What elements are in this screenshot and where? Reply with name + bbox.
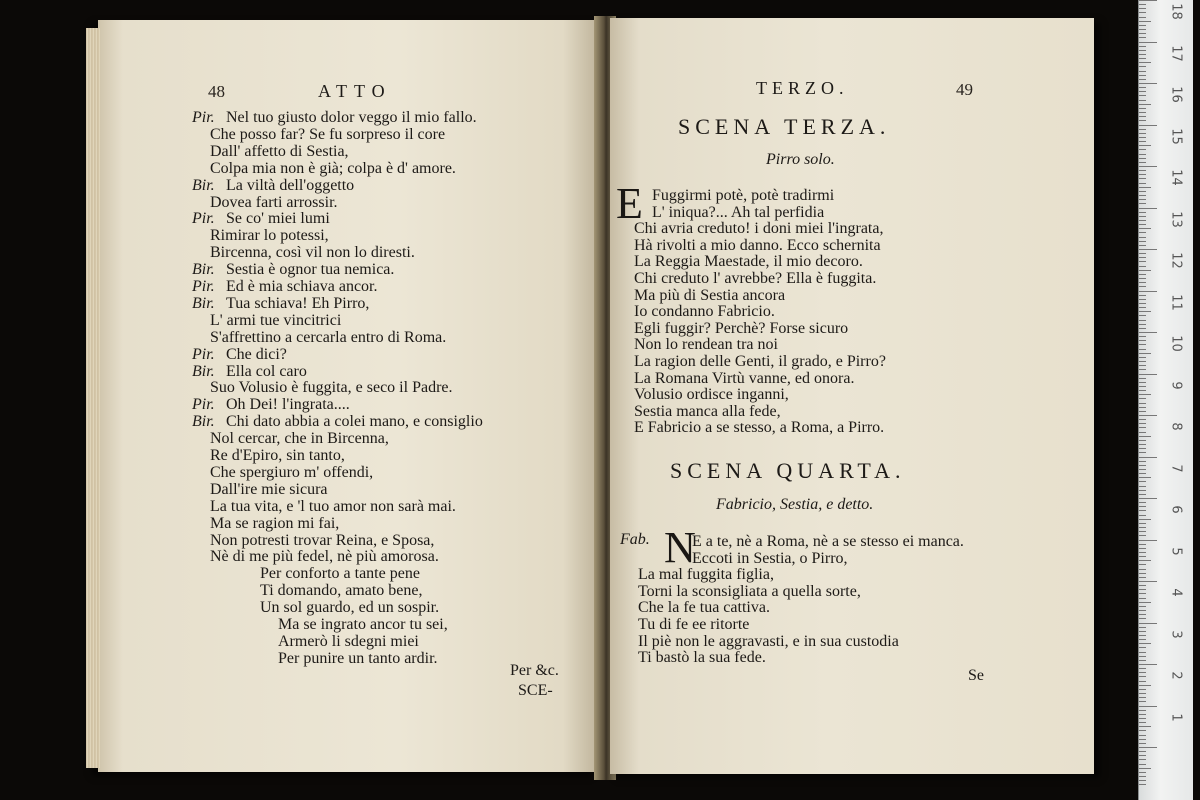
ruler-tick (1139, 145, 1151, 146)
ruler-tick (1139, 25, 1146, 26)
ruler-tick (1139, 71, 1146, 72)
ruler-tick (1139, 378, 1146, 379)
ruler-tick (1139, 253, 1146, 254)
ruler-tick (1139, 668, 1146, 669)
ruler-tick (1139, 386, 1146, 387)
ruler-tick (1139, 299, 1146, 300)
verse-line: Dall'ire mie sicura (210, 480, 328, 498)
ruler-tick (1139, 83, 1157, 84)
ruler-number: 9 (1168, 380, 1184, 390)
ruler-tick (1139, 100, 1146, 101)
ruler-tick (1139, 598, 1146, 599)
verse-line: Eccoti in Sestia, o Pirro, (692, 549, 848, 567)
ruler-tick (1139, 481, 1146, 482)
ruler-tick (1139, 324, 1146, 325)
measuring-ruler (1138, 0, 1193, 800)
ruler-tick (1139, 610, 1146, 611)
ruler-number: 1 (1168, 712, 1184, 722)
verse-line: L' iniqua?... Ah tal perfidia (652, 203, 825, 221)
verse-line: Ti bastò la sua fede. (638, 649, 766, 667)
ruler-tick (1139, 647, 1146, 648)
verse-line: Chi dato abbia a colei mano, e consiglio (226, 413, 483, 431)
ruler-tick (1139, 660, 1146, 661)
ruler-tick (1139, 560, 1151, 561)
ruler-tick (1139, 174, 1146, 175)
ruler-tick (1139, 282, 1146, 283)
verse-line: La Reggia Maestade, il mio decoro. (634, 253, 863, 271)
ruler-tick (1139, 623, 1157, 624)
ruler-tick (1139, 573, 1146, 574)
ruler-tick (1139, 4, 1146, 5)
ruler-tick (1139, 104, 1151, 105)
ruler-tick (1139, 291, 1157, 292)
ruler-tick (1139, 187, 1151, 188)
ruler-tick (1139, 411, 1146, 412)
ruler-tick (1139, 747, 1157, 748)
ruler-tick (1139, 784, 1146, 785)
ruler-number: 2 (1168, 671, 1184, 680)
ruler-tick (1139, 328, 1146, 329)
ruler-tick (1139, 527, 1146, 528)
ruler-tick (1139, 46, 1146, 47)
verse-line: Chi creduto l' avrebbe? Ella è fuggita. (634, 270, 877, 287)
ruler-tick (1139, 361, 1146, 362)
verse-line: Nel tuo giusto dolor veggo il mio fallo. (226, 109, 477, 126)
ruler-tick (1139, 208, 1157, 209)
ruler-tick (1139, 672, 1146, 673)
ruler-tick (1139, 75, 1146, 76)
ruler-tick (1139, 743, 1146, 744)
verse-line: Nol cercar, che in Bircenna, (210, 430, 389, 448)
ruler-tick (1139, 664, 1157, 665)
open-book (84, 14, 1104, 786)
ruler-tick (1139, 382, 1146, 383)
ruler-tick (1139, 336, 1146, 337)
ruler-tick (1139, 303, 1146, 304)
ruler-tick (1139, 158, 1146, 159)
ruler-tick (1139, 37, 1146, 38)
ruler-tick (1139, 415, 1157, 416)
ruler-tick (1139, 320, 1146, 321)
ruler-tick (1139, 116, 1146, 117)
verse-line: E a te, nè a Roma, nè a se stesso ei manca. (692, 533, 964, 550)
ruler-tick (1139, 50, 1146, 51)
ruler-tick (1139, 452, 1146, 453)
ruler-tick (1139, 589, 1146, 590)
verse-line: Egli fuggir? Perchè? Forse sicuro (634, 319, 849, 337)
ruler-tick (1139, 17, 1146, 18)
ruler-tick (1139, 498, 1157, 499)
verse-line: Armerò li sdegni miei (278, 632, 419, 650)
ruler-tick (1139, 755, 1146, 756)
ruler-tick (1139, 764, 1146, 765)
ruler-tick (1139, 519, 1151, 520)
ruler-number: 18 (1168, 3, 1184, 20)
ruler-number: 6 (1168, 505, 1184, 514)
verse-line: Dall' affetto di Sestia, (210, 142, 349, 160)
verse-line: Volusio ordisce inganni, (634, 386, 789, 404)
left-page (98, 20, 598, 772)
ruler-tick (1139, 344, 1146, 345)
ruler-tick (1139, 444, 1146, 445)
ruler-tick (1139, 8, 1146, 9)
ruler-tick (1139, 602, 1151, 603)
ruler-tick (1139, 710, 1146, 711)
verse-line: Ma più di Sestia ancora (634, 286, 786, 304)
ruler-tick (1139, 726, 1151, 727)
ruler-tick (1139, 689, 1146, 690)
ruler-tick (1139, 531, 1146, 532)
ruler-tick (1139, 540, 1157, 541)
ruler-tick (1139, 697, 1146, 698)
ruler-tick (1139, 639, 1146, 640)
ruler-tick (1139, 515, 1146, 516)
ruler-tick (1139, 125, 1157, 126)
ruler-tick (1139, 577, 1146, 578)
ruler-number: 3 (1168, 629, 1184, 639)
ruler-tick (1139, 714, 1146, 715)
scene-3-dropcap: E (616, 179, 643, 228)
ruler-number: 8 (1168, 422, 1184, 431)
speaker-label: Pir. (192, 345, 215, 363)
ruler-tick (1139, 249, 1157, 250)
ruler-tick (1139, 237, 1146, 238)
ruler-tick (1139, 564, 1146, 565)
ruler-tick (1139, 490, 1146, 491)
scene-3-cast: Pirro solo. (766, 151, 835, 168)
ruler-tick (1139, 154, 1146, 155)
verse-line: Torni la sconsigliata a quella sorte, (638, 582, 861, 600)
verse-line: Il piè non le aggravasti, e in sua custodia (638, 632, 899, 650)
ruler-tick (1139, 149, 1146, 150)
speaker-label: Pir. (192, 396, 215, 414)
verse-line: Ed è mia schiava ancor. (226, 278, 378, 295)
verse-line: Io condanno Fabricio. (634, 303, 775, 321)
ruler-tick (1139, 162, 1146, 163)
scene-4-cast: Fabricio, Sestia, e detto. (716, 496, 874, 513)
ruler-tick (1139, 461, 1146, 462)
ruler-tick (1139, 652, 1146, 653)
verse-line: Per conforto a tante pene (260, 565, 420, 583)
verse-line: Ma se ingrato ancor tu sei, (278, 616, 448, 633)
left-end-note: Per &c. (510, 662, 559, 679)
ruler-tick (1139, 203, 1146, 204)
ruler-tick (1139, 614, 1146, 615)
scene-4-title: SCENA QUARTA. (670, 458, 906, 483)
ruler-tick (1139, 274, 1146, 275)
ruler-tick (1139, 776, 1146, 777)
ruler-tick (1139, 419, 1146, 420)
ruler-tick (1139, 295, 1146, 296)
ruler-tick (1139, 374, 1157, 375)
verse-line: Che dici? (226, 345, 287, 363)
ruler-tick (1139, 33, 1146, 34)
ruler-tick (1139, 701, 1146, 702)
ruler-tick (1139, 556, 1146, 557)
verse-line: Ella col caro (226, 362, 307, 380)
ruler-tick (1139, 120, 1146, 121)
ruler-tick (1139, 199, 1146, 200)
verse-line: E Fabricio a se stesso, a Roma, a Pirro. (634, 419, 885, 437)
ruler-tick (1139, 241, 1146, 242)
ruler-tick (1139, 270, 1151, 271)
verse-line: Nè di me più fedel, nè più amorosa. (210, 548, 439, 566)
verse-line: Suo Volusio è fuggita, e seco il Padre. (210, 379, 453, 397)
scene-4-speaker: Fab. (620, 531, 650, 548)
verse-line: La ragion delle Genti, il grado, e Pirro? (634, 353, 886, 370)
ruler-tick (1139, 548, 1146, 549)
ruler-tick (1139, 427, 1146, 428)
verse-line: La tua vita, e 'l tuo amor non sarà mai. (210, 497, 456, 515)
scene-4-dropcap: N (664, 523, 696, 572)
ruler-tick (1139, 768, 1151, 769)
ruler-tick (1139, 457, 1157, 458)
verse-line: Non potresti trovar Reina, e Sposa, (210, 531, 435, 549)
speaker-label: Pir. (192, 109, 215, 126)
ruler-tick (1139, 440, 1146, 441)
ruler-tick (1139, 448, 1146, 449)
verse-line: L' armi tue vincitrici (210, 311, 342, 329)
speaker-label: Bir. (192, 176, 215, 194)
ruler-number: 12 (1168, 252, 1184, 269)
ruler-tick (1139, 42, 1157, 43)
ruler-tick (1139, 436, 1151, 437)
ruler-tick (1139, 502, 1146, 503)
verse-line: Tu di fe ee ritorte (638, 616, 750, 633)
ruler-tick (1139, 79, 1146, 80)
ruler-tick (1139, 133, 1146, 134)
ruler-tick (1139, 58, 1146, 59)
ruler-number: 5 (1168, 546, 1184, 556)
verse-line: Oh Dei! l'ingrata.... (226, 396, 350, 414)
ruler-tick (1139, 332, 1157, 333)
left-page-number: 48 (208, 82, 225, 101)
ruler-number: 17 (1168, 44, 1184, 62)
speaker-label: Bir. (192, 413, 215, 431)
ruler-tick (1139, 685, 1151, 686)
ruler-tick (1139, 137, 1146, 138)
speaker-label: Pir. (192, 210, 215, 228)
verse-line: Se co' miei lumi (226, 210, 330, 228)
ruler-tick (1139, 349, 1146, 350)
ruler-tick (1139, 311, 1151, 312)
ruler-tick (1139, 0, 1157, 1)
ruler-tick (1139, 91, 1146, 92)
ruler-tick (1139, 730, 1146, 731)
verse-line: Hà rivolti a mio danno. Ecco schernita (634, 236, 881, 254)
ruler-tick (1139, 772, 1146, 773)
ruler-tick (1139, 394, 1151, 395)
ruler-tick (1139, 369, 1146, 370)
ruler-tick (1139, 722, 1146, 723)
ruler-tick (1139, 585, 1146, 586)
ruler-tick (1139, 706, 1157, 707)
ruler-tick (1139, 365, 1146, 366)
ruler-tick (1139, 465, 1146, 466)
ruler-tick (1139, 407, 1146, 408)
ruler-tick (1139, 593, 1146, 594)
ruler-tick (1139, 739, 1146, 740)
ruler-tick (1139, 473, 1146, 474)
ruler-tick (1139, 477, 1151, 478)
verse-line: Bircenna, così vil non lo diresti. (210, 244, 415, 262)
verse-line: Sestia è ognor tua nemica. (226, 261, 395, 279)
ruler-tick (1139, 469, 1146, 470)
ruler-tick (1139, 112, 1146, 113)
ruler-tick (1139, 245, 1146, 246)
ruler-tick (1139, 232, 1146, 233)
verse-line: La Romana Virtù vanne, ed onora. (634, 369, 855, 387)
ruler-tick (1139, 681, 1146, 682)
ruler-tick (1139, 278, 1146, 279)
ruler-tick (1139, 29, 1146, 30)
ruler-tick (1139, 170, 1146, 171)
ruler-tick (1139, 780, 1146, 781)
ruler-tick (1139, 87, 1146, 88)
verse-line: Ma se ragion mi fai, (210, 514, 340, 532)
ruler-tick (1139, 631, 1146, 632)
ruler-tick (1139, 166, 1157, 167)
verse-line: S'affrettino a cercarla entro di Roma. (210, 328, 447, 346)
ruler-tick (1139, 635, 1146, 636)
speaker-label: Bir. (192, 261, 215, 279)
ruler-tick (1139, 627, 1146, 628)
verse-line: Ti domando, amato bene, (260, 582, 423, 600)
ruler-tick (1139, 266, 1146, 267)
ruler-number: 14 (1168, 169, 1184, 186)
scene-3-title: SCENA TERZA. (678, 114, 891, 139)
right-running-header: TERZO. (756, 78, 849, 98)
ruler-tick (1139, 693, 1146, 694)
ruler-tick (1139, 357, 1146, 358)
verse-line: Sestia manca alla fede, (634, 402, 781, 420)
ruler-tick (1139, 656, 1146, 657)
right-catchword: Se (968, 667, 984, 684)
verse-line: La mal fuggita figlia, (638, 566, 774, 584)
ruler-tick (1139, 286, 1146, 287)
ruler-tick (1139, 606, 1146, 607)
ruler-tick (1139, 523, 1146, 524)
ruler-number: 11 (1168, 293, 1184, 311)
ruler-tick (1139, 718, 1146, 719)
ruler-tick (1139, 54, 1146, 55)
ruler-tick (1139, 220, 1146, 221)
ruler-tick (1139, 178, 1146, 179)
ruler-tick (1139, 315, 1146, 316)
right-page-number: 49 (956, 80, 973, 99)
verse-line: Rimirar lo potessi, (210, 227, 329, 245)
verse-line: Re d'Epiro, sin tanto, (210, 447, 345, 464)
ruler-number: 4 (1168, 588, 1184, 597)
ruler-number: 7 (1168, 463, 1184, 473)
ruler-tick (1139, 21, 1151, 22)
verse-line: Che spergiuro m' offendi, (210, 463, 374, 481)
ruler-number: 13 (1168, 210, 1184, 228)
ruler-tick (1139, 552, 1146, 553)
ruler-tick (1139, 403, 1146, 404)
ruler-tick (1139, 66, 1146, 67)
ruler-tick (1139, 261, 1146, 262)
verse-line: Fuggirmi potè, potè tradirmi (652, 187, 835, 204)
ruler-tick (1139, 307, 1146, 308)
ruler-tick (1139, 432, 1146, 433)
ruler-tick (1139, 95, 1146, 96)
right-page (610, 18, 1094, 774)
ruler-tick (1139, 486, 1146, 487)
ruler-tick (1139, 353, 1151, 354)
verse-line: Che posso far? Se fu sorpreso il core (210, 125, 446, 143)
ruler-tick (1139, 423, 1146, 424)
ruler-tick (1139, 618, 1146, 619)
ruler-tick (1139, 398, 1146, 399)
ruler-tick (1139, 108, 1146, 109)
ruler-tick (1139, 510, 1146, 511)
ruler-tick (1139, 224, 1146, 225)
verse-line: Tua schiava! Eh Pirro, (226, 294, 370, 312)
ruler-tick (1139, 676, 1146, 677)
verse-line: Un sol guardo, ed un sospir. (260, 599, 440, 617)
speaker-label: Bir. (192, 362, 215, 380)
ruler-tick (1139, 257, 1146, 258)
ruler-tick (1139, 141, 1146, 142)
ruler-tick (1139, 581, 1157, 582)
ruler-tick (1139, 535, 1146, 536)
ruler-tick (1139, 569, 1146, 570)
verse-line: La viltà dell'oggetto (226, 176, 355, 194)
speaker-label: Pir. (192, 278, 215, 295)
ruler-tick (1139, 183, 1146, 184)
ruler-tick (1139, 643, 1151, 644)
ruler-number: 16 (1168, 86, 1184, 103)
ruler-tick (1139, 191, 1146, 192)
ruler-tick (1139, 735, 1146, 736)
verse-line: Colpa mia non è già; colpa è d' amore. (210, 159, 456, 177)
verse-line: Chi avria creduto! i doni miei l'ingrata, (634, 220, 884, 238)
ruler-tick (1139, 340, 1146, 341)
ruler-tick (1139, 12, 1146, 13)
ruler-tick (1139, 506, 1146, 507)
ruler-number: 10 (1168, 335, 1184, 352)
speaker-label: Bir. (192, 294, 215, 312)
ruler-tick (1139, 494, 1146, 495)
ruler-tick (1139, 212, 1146, 213)
ruler-tick (1139, 751, 1146, 752)
ruler-tick (1139, 216, 1146, 217)
ruler-tick (1139, 390, 1146, 391)
ruler-number: 15 (1168, 127, 1184, 145)
verse-line: Che la fe tua cattiva. (638, 599, 770, 617)
ruler-tick (1139, 62, 1151, 63)
ruler-tick (1139, 544, 1146, 545)
ruler-tick (1139, 129, 1146, 130)
verse-line: Per punire un tanto ardir. (278, 649, 438, 667)
left-running-header: ATTO (318, 81, 392, 101)
left-catchword: SCE- (518, 682, 553, 699)
ruler-tick (1139, 759, 1146, 760)
verse-line: Non lo rendean tra noi (634, 336, 778, 354)
ruler-tick (1139, 228, 1151, 229)
verse-line: Dovea farti arrossir. (210, 193, 338, 211)
ruler-tick (1139, 195, 1146, 196)
